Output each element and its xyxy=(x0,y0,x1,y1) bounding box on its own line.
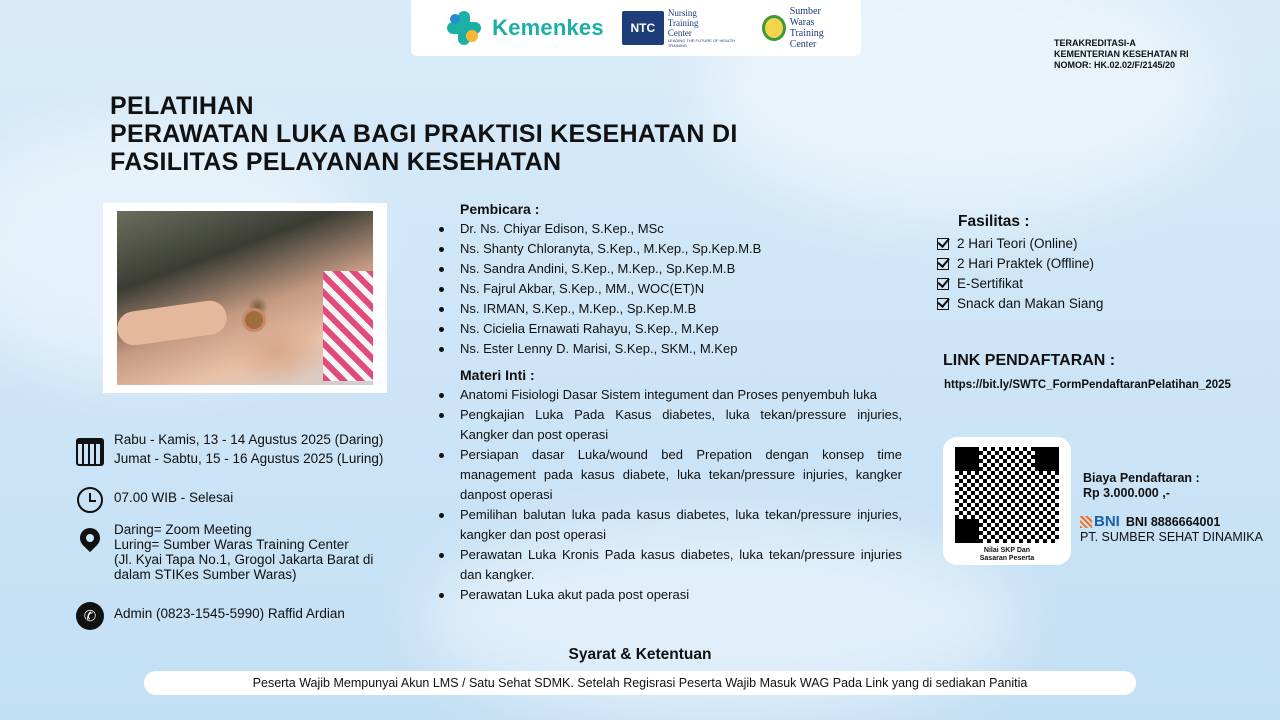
facility-item xyxy=(937,254,1103,274)
wound-photo-frame xyxy=(103,203,387,393)
phone-icon: ✆ xyxy=(74,600,106,632)
location-line: (Jl. Kyai Tapa No.1, Grogol Jakarta Barat di xyxy=(114,552,374,567)
location-line: Daring= Zoom Meeting xyxy=(114,522,252,537)
schedule-location xyxy=(74,522,373,582)
facility-label: E-Sertifikat xyxy=(957,276,1024,291)
schedule-date-line: Jumat - Sabtu, 15 - 16 Agustus 2025 (Luring) xyxy=(114,451,384,466)
title-line: FASILITAS PELAYANAN KESEHATAN xyxy=(110,148,562,176)
registration-link[interactable]: https://bit.ly/SWTC_FormPendaftaranPelatihan_2025 xyxy=(944,379,1231,391)
bank-account xyxy=(1080,513,1220,530)
location-line: dalam STIKes Sumber Waras) xyxy=(114,567,297,582)
clock-icon xyxy=(74,484,106,516)
admin-contact xyxy=(74,600,345,632)
terms-bar xyxy=(144,671,1136,695)
facilities xyxy=(937,213,1103,314)
materials-list xyxy=(437,385,902,605)
ntc-name-line: Center xyxy=(667,28,692,38)
kemenkes-logo-icon xyxy=(447,11,478,45)
sumber-waras-logo xyxy=(762,6,847,50)
fee-block xyxy=(1083,471,1200,501)
facility-item xyxy=(937,274,1103,294)
ntc-tagline: LEADING THE FUTURE OF HEALTH TRAINING xyxy=(667,38,736,48)
speaker-item: Ns. Sandra Andini, S.Kep., M.Kep., Sp.Kep.M.B xyxy=(437,259,902,279)
middle-column xyxy=(437,201,902,605)
material-item: Perawatan Luka Kronis Pada kasus diabetes, luka tekan/pressure injuries dan kangker. xyxy=(437,545,902,585)
speaker-item: Ns. Shanty Chloranyta, S.Kep., M.Kep., Sp.Kep.M.B xyxy=(437,239,902,259)
material-item: Persiapan dasar Luka/wound bed Prepation dengan konsep time management pada kasus diabete, luka tekan/pressure injuries, kangker danpost operasi xyxy=(437,445,902,505)
material-item: Perawatan Luka akut pada post operasi xyxy=(437,585,902,605)
accreditation-line: NOMOR: HK.02.02/F/2145/20 xyxy=(1054,60,1176,70)
sumber-waras-name-line: Sumber Waras xyxy=(789,6,821,28)
sumber-waras-name-line: Training Center xyxy=(789,28,824,50)
speaker-item: Ns. Fajrul Akbar, S.Kep., MM., WOC(ET)N xyxy=(437,279,902,299)
photo-finger xyxy=(117,299,229,348)
fee-label: Biaya Pendaftaran : xyxy=(1083,471,1200,485)
photo-wound xyxy=(245,311,263,329)
logo-card xyxy=(411,0,861,56)
ntc-badge: NTC xyxy=(622,11,664,45)
photo-cloth xyxy=(323,271,373,381)
account-number: BNI 8886664001 xyxy=(1125,514,1221,529)
accreditation-line: TERAKREDITASI-A xyxy=(1054,38,1136,48)
facilities-heading: Fasilitas : xyxy=(958,213,1030,230)
accreditation-note xyxy=(1054,38,1189,71)
qr-code[interactable] xyxy=(953,445,1061,545)
bni-logo-icon xyxy=(1080,516,1092,528)
qr-caption xyxy=(953,547,1061,563)
account-holder: PT. SUMBER SEHAT DINAMIKA xyxy=(1080,530,1263,544)
checkbox-icon xyxy=(937,258,949,270)
bni-logo-text: BNI xyxy=(1094,513,1120,530)
facility-label: Snack dan Makan Siang xyxy=(957,296,1104,311)
schedule-date-line: Rabu - Kamis, 13 - 14 Agustus 2025 (Daring) xyxy=(114,432,384,447)
checkbox-icon xyxy=(937,278,949,290)
page-title xyxy=(110,92,738,176)
kemenkes-logo-text: Kemenkes xyxy=(492,15,604,40)
facilities-list xyxy=(937,234,1103,314)
facility-label: 2 Hari Teori (Online) xyxy=(957,236,1078,251)
qr-caption-line: Nilai SKP Dan xyxy=(983,547,1031,554)
material-item: Anatomi Fisiologi Dasar Sistem integument dan Proses penyembuh luka xyxy=(437,385,902,405)
sumber-waras-seal-icon xyxy=(762,15,786,41)
bni-logo xyxy=(1080,513,1120,530)
schedule-dates xyxy=(74,432,384,468)
registration-heading: LINK PENDAFTARAN : xyxy=(943,352,1116,369)
ntc-name-line: Nursing xyxy=(667,8,697,18)
materials-heading: Materi Inti : xyxy=(460,367,535,383)
speakers-list xyxy=(437,219,902,359)
qr-caption-line: Sasaran Peserta xyxy=(979,555,1035,562)
qr-card xyxy=(943,437,1071,565)
accreditation-line: KEMENTERIAN KESEHATAN RI xyxy=(1054,49,1189,59)
ntc-name-line: Training xyxy=(667,18,699,28)
speaker-item: Ns. IRMAN, S.Kep., M.Kep., Sp.Kep.M.B xyxy=(437,299,902,319)
speakers-heading: Pembicara : xyxy=(460,201,540,217)
location-line: Luring= Sumber Waras Training Center xyxy=(114,537,349,552)
speaker-item: Dr. Ns. Chiyar Edison, S.Kep., MSc xyxy=(437,219,902,239)
facility-item xyxy=(937,234,1103,254)
facility-item xyxy=(937,294,1103,314)
terms-heading: Syarat & Ketentuan xyxy=(568,646,712,663)
schedule-time-text: 07.00 WIB - Selesai xyxy=(114,490,234,505)
wound-photo xyxy=(117,211,373,385)
speaker-item: Ns. Cicielia Ernawati Rahayu, S.Kep., M.Kep xyxy=(437,319,902,339)
admin-text: Admin (0823-1545-5990) Raffid Ardian xyxy=(114,606,345,621)
material-item: Pengkajian Luka Pada Kasus diabetes, luka tekan/pressure injuries, Kangker dan post operasi xyxy=(437,405,902,445)
facility-label: 2 Hari Praktek (Offline) xyxy=(957,256,1095,271)
speaker-item: Ns. Ester Lenny D. Marisi, S.Kep., SKM., M.Kep xyxy=(437,339,902,359)
checkbox-icon xyxy=(937,298,949,310)
ntc-logo xyxy=(622,8,748,48)
material-item: Pemilihan balutan luka pada kasus diabetes, luka tekan/pressure injuries, kangker dan post operasi xyxy=(437,505,902,545)
location-pin-icon xyxy=(74,522,106,554)
title-line: PERAWATAN LUKA BAGI PRAKTISI KESEHATAN DI xyxy=(110,120,738,148)
fee-amount: Rp 3.000.000 ,- xyxy=(1083,486,1170,500)
calendar-icon xyxy=(74,436,106,468)
checkbox-icon xyxy=(937,238,949,250)
title-line: PELATIHAN xyxy=(110,92,254,120)
terms-text: Peserta Wajib Mempunyai Akun LMS / Satu Sehat SDMK. Setelah Regisrasi Peserta Wajib Masuk WAG Pada Link yang di sediakan Panitia xyxy=(252,676,1028,690)
schedule-time xyxy=(74,484,233,516)
